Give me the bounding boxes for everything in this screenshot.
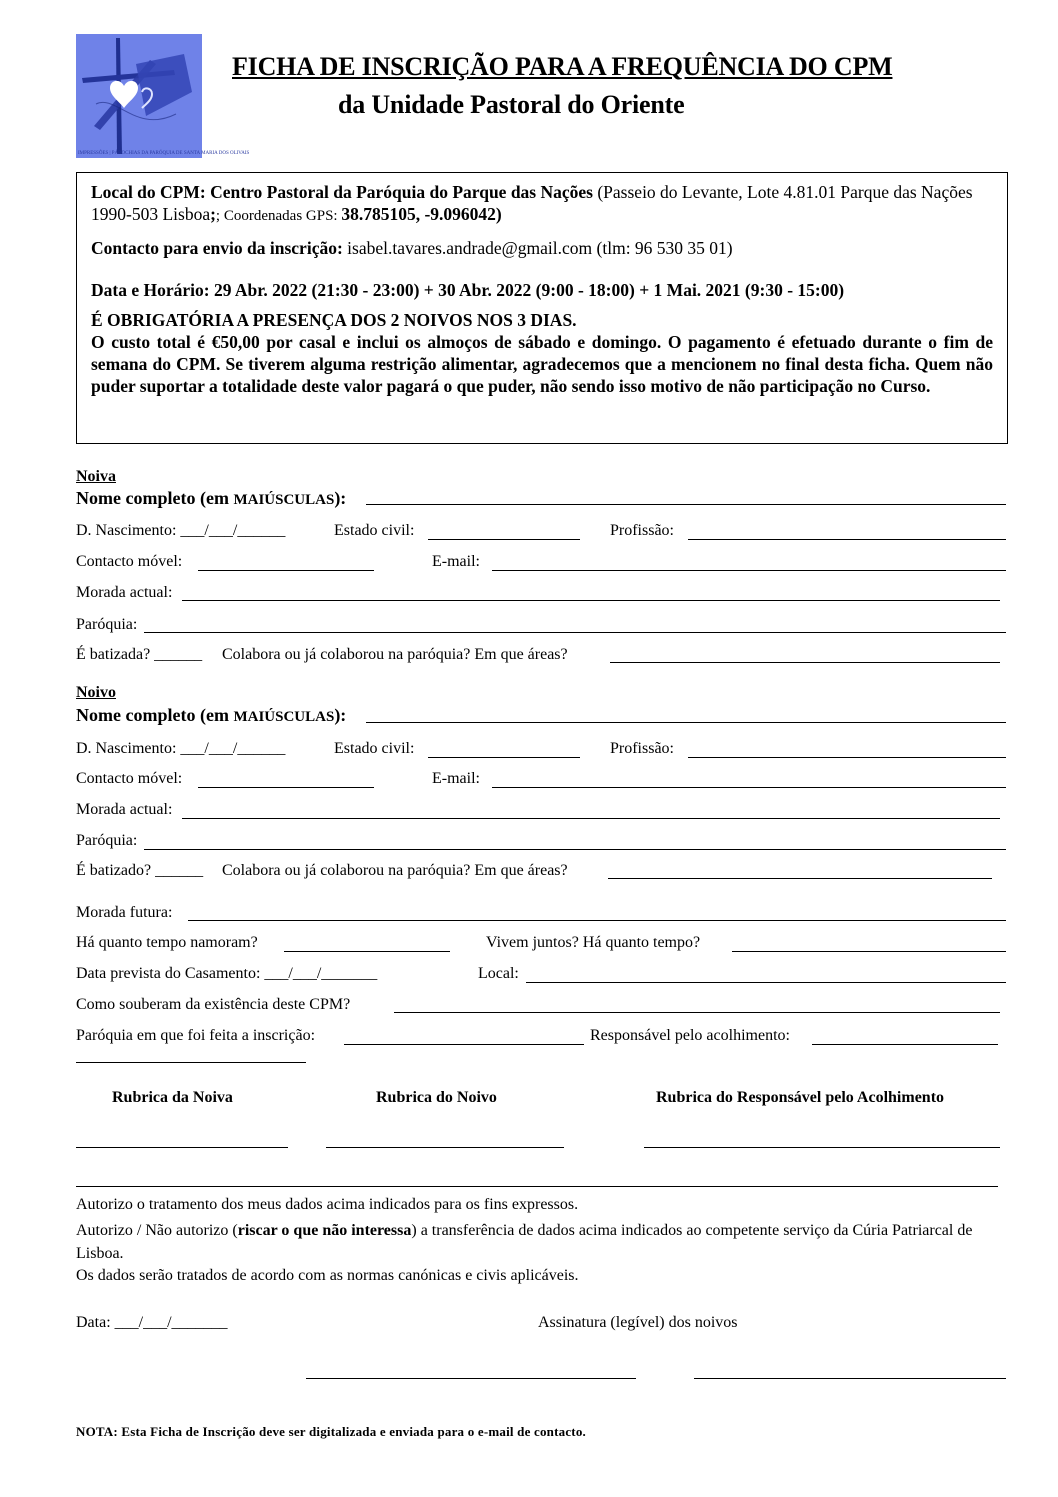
remarks-line[interactable] bbox=[76, 1172, 998, 1187]
noivo-baptized-label[interactable]: É batizado? ______ bbox=[76, 862, 204, 879]
noiva-email-label: E-mail: bbox=[432, 553, 480, 570]
gps-label: ; Coordenadas GPS: bbox=[215, 208, 342, 224]
bride-signature-label: Rubrica da Noiva bbox=[112, 1089, 233, 1106]
noiva-parish-field[interactable] bbox=[144, 618, 1006, 633]
noiva-civil-field[interactable] bbox=[428, 525, 580, 540]
future-address-label: Morada futura: bbox=[76, 904, 173, 921]
date-label[interactable]: Data: ___/___/_______ bbox=[76, 1314, 228, 1331]
noiva-name-field[interactable] bbox=[366, 490, 1006, 505]
how-known-field[interactable] bbox=[394, 998, 1000, 1013]
noivo-birth-label[interactable]: D. Nascimento: ___/___/______ bbox=[76, 740, 286, 757]
logo-text: IMPRESSÕES | PÁROCHIAS DA PARÓQUIA DE SANTA MARIA DOS OLIVAIS bbox=[78, 151, 250, 156]
couple-signature-line-1[interactable] bbox=[306, 1364, 636, 1379]
consent-line-3: Os dados serão tratados de acordo com as normas canónicas e civis aplicáveis. bbox=[76, 1267, 579, 1284]
contact-paragraph bbox=[91, 237, 993, 259]
noiva-address-field[interactable] bbox=[182, 586, 1000, 601]
gps-value: 38.785105, -9.096042 bbox=[341, 204, 496, 224]
parish-registration-label: Paróquia em que foi feita a inscrição: bbox=[76, 1027, 316, 1044]
gps-separator: ; bbox=[210, 204, 216, 224]
noiva-civil-label: Estado civil: bbox=[334, 522, 415, 539]
noivo-address-field[interactable] bbox=[182, 804, 1000, 819]
page-subtitle: da Unidade Pastoral do Oriente bbox=[338, 90, 685, 119]
wedding-place-field[interactable] bbox=[526, 968, 1006, 983]
groom-signature-line[interactable] bbox=[326, 1133, 564, 1148]
noivo-parish-label: Paróquia: bbox=[76, 832, 138, 849]
footer-note: NOTA: Esta Ficha de Inscrição deve ser digitalizada e enviada para o e-mail de contacto. bbox=[76, 1424, 586, 1439]
section-noiva: Noiva bbox=[76, 468, 116, 485]
noiva-address-label: Morada actual: bbox=[76, 584, 173, 601]
groom-signature-label: Rubrica do Noivo bbox=[376, 1089, 497, 1106]
cross-heart-icon bbox=[76, 34, 250, 158]
future-address-field[interactable] bbox=[188, 906, 1006, 921]
noivo-collab-label: Colabora ou já colaborou na paróquia? Em que áreas? bbox=[222, 862, 568, 879]
responsible-field[interactable] bbox=[812, 1030, 998, 1045]
wedding-date-label[interactable]: Data prevista do Casamento: ___/___/_______ bbox=[76, 965, 378, 982]
location-paragraph bbox=[91, 181, 993, 227]
couple-signature-line-2[interactable] bbox=[694, 1364, 1006, 1379]
page-title: FICHA DE INSCRIÇÃO PARA A FREQUÊNCIA DO CPM bbox=[232, 52, 893, 81]
bride-signature-line[interactable] bbox=[76, 1133, 288, 1148]
responsible-signature-line[interactable] bbox=[644, 1133, 1000, 1148]
how-known-label: Como souberam da existência deste CPM? bbox=[76, 996, 351, 1013]
contact-email[interactable]: isabel.tavares.andrade@gmail.com bbox=[347, 238, 593, 258]
noivo-collab-field[interactable] bbox=[608, 864, 992, 879]
contact-phone: (tlm: 96 530 35 01) bbox=[592, 238, 733, 258]
living-field[interactable] bbox=[732, 937, 1006, 952]
gps-close: ) bbox=[495, 204, 502, 224]
contact-label: Contacto para envio da inscrição: bbox=[91, 238, 348, 258]
noiva-birth-label[interactable]: D. Nascimento: ___/___/______ bbox=[76, 522, 286, 539]
couple-signature-label: Assinatura (legível) dos noivos bbox=[538, 1314, 738, 1331]
section-noivo: Noivo bbox=[76, 684, 116, 701]
noiva-prof-field[interactable] bbox=[688, 525, 1006, 540]
noiva-collab-label: Colabora ou já colaborou na paróquia? Em que áreas? bbox=[222, 646, 568, 663]
noivo-civil-label: Estado civil: bbox=[334, 740, 415, 757]
responsible-field-continuation[interactable] bbox=[76, 1048, 306, 1063]
noivo-prof-field[interactable] bbox=[688, 743, 1006, 758]
wedding-place-label: Local: bbox=[478, 965, 519, 982]
noivo-name-field[interactable] bbox=[366, 708, 1006, 723]
noivo-prof-label: Profissão: bbox=[610, 740, 674, 757]
parish-registration-field[interactable] bbox=[344, 1030, 584, 1045]
mandatory-notice: É OBRIGATÓRIA A PRESENÇA DOS 2 NOIVOS NOS 3 DIAS. bbox=[91, 310, 577, 330]
noiva-parish-label: Paróquia: bbox=[76, 616, 138, 633]
noivo-mobile-field[interactable] bbox=[198, 773, 374, 788]
cost-paragraph: O custo total é €50,00 por casal e inclui os almoços de sábado e domingo. O pagamento é efetuado durante o fim de semana do CPM. Se tiverem alguma restrição alimentar, agradecemos que a mencionem no final desta ficha. Quem não puder suportar a totalidade deste valor pagará o que puder, não sendo isso motivo de não participação no Curso. bbox=[91, 332, 993, 396]
noiva-email-field[interactable] bbox=[492, 556, 1006, 571]
consent-line-2: Autorizo / Não autorizo (riscar o que não interessa) a transferência de dados acima indicados ao competente serviço da Cúria Patriarcal de Lisboa. bbox=[76, 1222, 973, 1262]
dates-paragraph: Data e Horário: 29 Abr. 2022 (21:30 - 23:00) + 30 Abr. 2022 (9:00 - 18:00) + 1 Mai. 2021 (9:30 - 15:00) bbox=[91, 280, 845, 300]
noivo-email-label: E-mail: bbox=[432, 770, 480, 787]
consent-line-1: Autorizo o tratamento dos meus dados acima indicados para os fins expressos. bbox=[76, 1196, 579, 1213]
responsible-signature-label: Rubrica do Responsável pelo Acolhimento bbox=[656, 1089, 945, 1106]
noiva-mobile-label: Contacto móvel: bbox=[76, 553, 183, 570]
noivo-address-label: Morada actual: bbox=[76, 801, 173, 818]
noiva-prof-label: Profissão: bbox=[610, 522, 674, 539]
noiva-name-label: Nome completo (em MAIÚSCULAS): bbox=[76, 488, 347, 508]
dating-field[interactable] bbox=[284, 937, 450, 952]
location-label: Local do CPM: Centro Pastoral da Paróquia do Parque das Nações bbox=[91, 182, 593, 202]
noivo-name-label: Nome completo (em MAIÚSCULAS): bbox=[76, 705, 347, 725]
dating-label: Há quanto tempo namoram? bbox=[76, 934, 258, 951]
noivo-parish-field[interactable] bbox=[144, 835, 1006, 850]
parish-logo bbox=[76, 34, 250, 158]
info-box bbox=[76, 172, 1008, 444]
noiva-baptized-label[interactable]: É batizada? ______ bbox=[76, 646, 203, 663]
noivo-civil-field[interactable] bbox=[428, 743, 580, 758]
noiva-collab-field[interactable] bbox=[610, 648, 1000, 663]
noivo-email-field[interactable] bbox=[492, 773, 1006, 788]
noivo-mobile-label: Contacto móvel: bbox=[76, 770, 183, 787]
location-address: (Passeio do Levante, Lote 4.81.01 Parque das Nações 1990-503 Lisboa bbox=[91, 182, 973, 224]
living-label: Vivem juntos? Há quanto tempo? bbox=[486, 934, 701, 951]
responsible-label: Responsável pelo acolhimento: bbox=[590, 1027, 790, 1044]
noiva-mobile-field[interactable] bbox=[198, 556, 374, 571]
